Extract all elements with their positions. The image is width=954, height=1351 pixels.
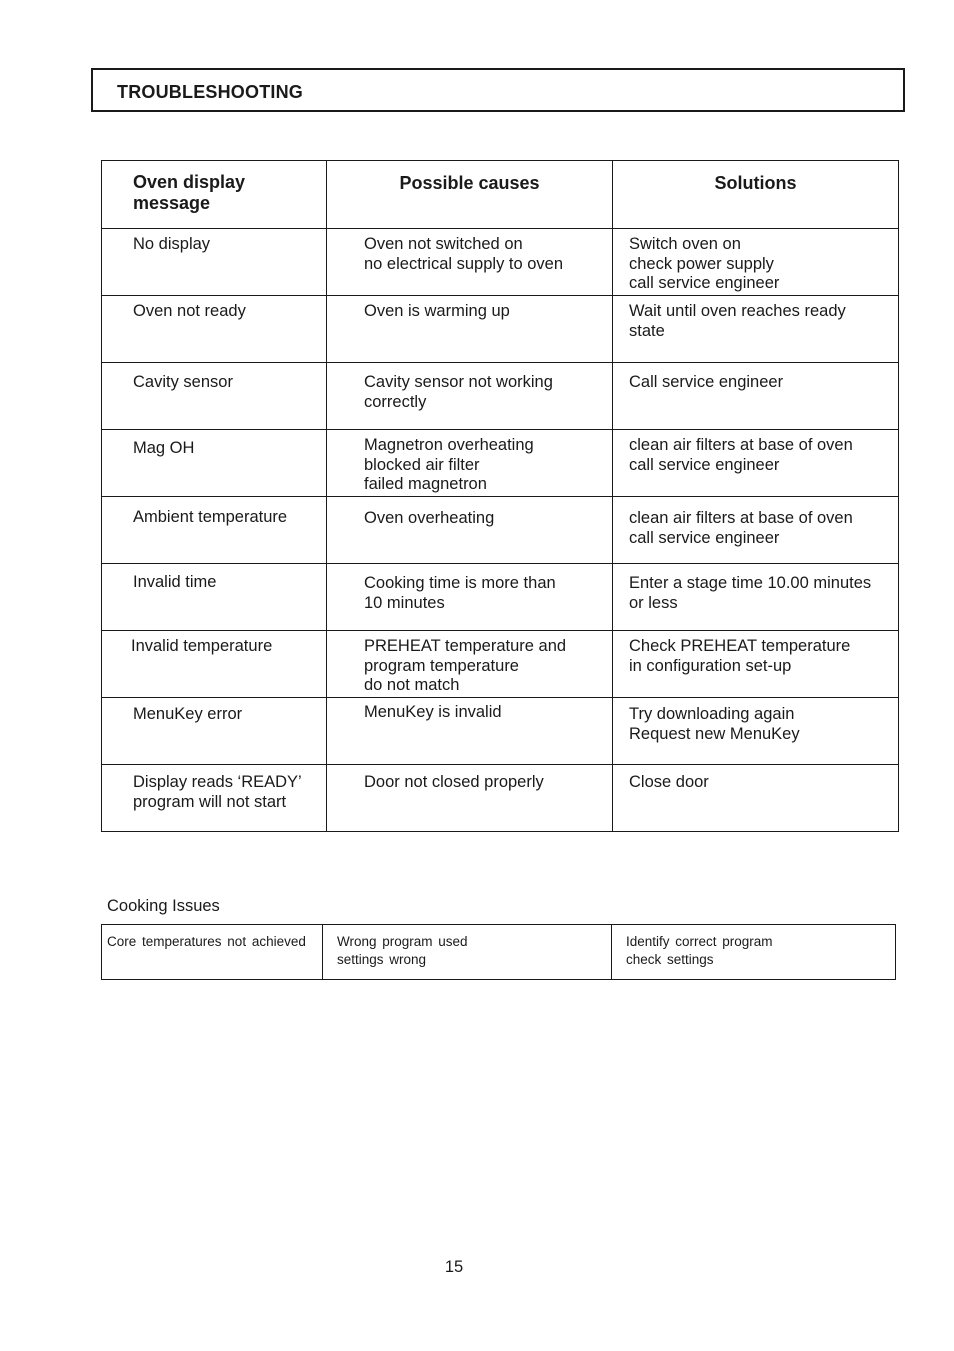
cell-message: Invalid temperature [102,631,327,698]
table-row [102,296,899,363]
cell-message: Display reads ‘READY’ program will not start [102,765,327,832]
cell-message: Cavity sensor [102,363,327,430]
cell-causes: MenuKey is invalid [327,698,613,765]
header-solutions: Solutions [613,161,899,229]
cell-message: Invalid time [102,564,327,631]
cell-solutions: Try downloading again Request new MenuKey [613,698,899,765]
page-number: 15 [444,1258,464,1276]
table-row [102,631,899,698]
cell-solutions: Enter a stage time 10.00 minutes or less [613,564,899,631]
table-row [102,765,899,832]
cell-causes: Wrong program used settings wrong [323,925,612,980]
table-row [102,430,899,497]
troubleshooting-table [101,160,899,832]
cell-causes: Cooking time is more than 10 minutes [327,564,613,631]
table-row [102,229,899,296]
cell-solutions: Wait until oven reaches ready state [613,296,899,363]
cell-causes: Cavity sensor not working correctly [327,363,613,430]
cell-solutions: Call service engineer [613,363,899,430]
cell-causes: Oven overheating [327,497,613,564]
cell-message: Mag OH [102,430,327,497]
section-title: TROUBLESHOOTING [117,82,303,102]
header-possible-causes: Possible causes [327,161,613,229]
cell-causes: PREHEAT temperature and program temperature do not match [327,631,613,698]
cell-message: Oven not ready [102,296,327,363]
cell-causes: Door not closed properly [327,765,613,832]
cell-message: No display [102,229,327,296]
cell-message: Ambient temperature [102,497,327,564]
cell-solutions: Check PREHEAT temperature in configuration set-up [613,631,899,698]
header-oven-display-message: Oven display message [102,161,327,229]
cell-message: MenuKey error [102,698,327,765]
table-row [102,925,896,980]
table-header-row [102,161,899,229]
cooking-issues-title: Cooking Issues [107,897,220,915]
table-row [102,564,899,631]
table-row [102,363,899,430]
cell-solutions: clean air filters at base of oven call service engineer [613,497,899,564]
table-row [102,698,899,765]
cell-causes: Magnetron overheating blocked air filter failed magnetron [327,430,613,497]
cell-causes: Oven not switched on no electrical supply to oven [327,229,613,296]
cell-solutions: Identify correct program check settings [612,925,896,980]
cell-issue: Core temperatures not achieved [102,925,323,980]
cell-solutions: Switch oven on check power supply call service engineer [613,229,899,296]
table-row [102,497,899,564]
cell-solutions: Close door [613,765,899,832]
cooking-issues-table [101,924,896,980]
section-title-box [91,68,905,112]
cell-causes: Oven is warming up [327,296,613,363]
cell-solutions: clean air filters at base of oven call service engineer [613,430,899,497]
